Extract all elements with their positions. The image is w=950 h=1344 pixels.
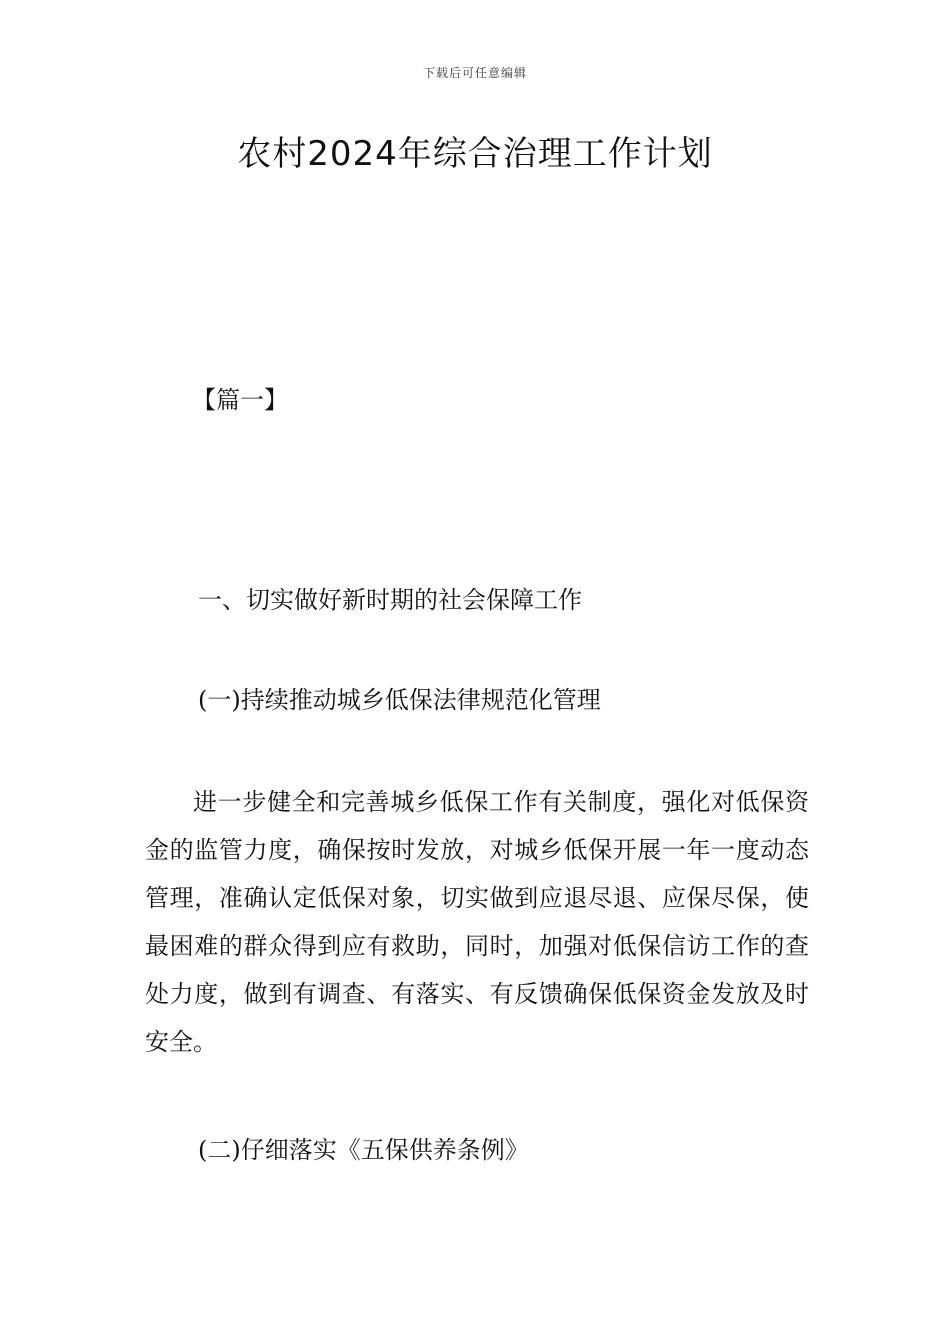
document-title: 农村2024年综合治理工作计划	[237, 134, 713, 174]
subsection-heading-1: (一)持续推动城乡低保法律规范化管理	[198, 686, 601, 714]
section-heading: 一、切实做好新时期的社会保障工作	[198, 586, 582, 614]
section-tag: 【篇一】	[192, 386, 288, 414]
body-paragraph: 进一步健全和完善城乡低保工作有关制度，强化对低保资金的监管力度，确保按时发放，对城乡低保开展一年一度动态管理，准确认定低保对象，切实做到应退尽退、应保尽保，使最困难的群众得到应有救助，同时，加强对低保信访工作的查处力度，做到有调查、有落实、有反馈确保低保资金发放及时安全。	[145, 788, 809, 1056]
subsection-heading-2: (二)仔细落实《五保供养条例》	[198, 1136, 529, 1164]
header-note: 下载后可任意编辑	[422, 66, 527, 80]
